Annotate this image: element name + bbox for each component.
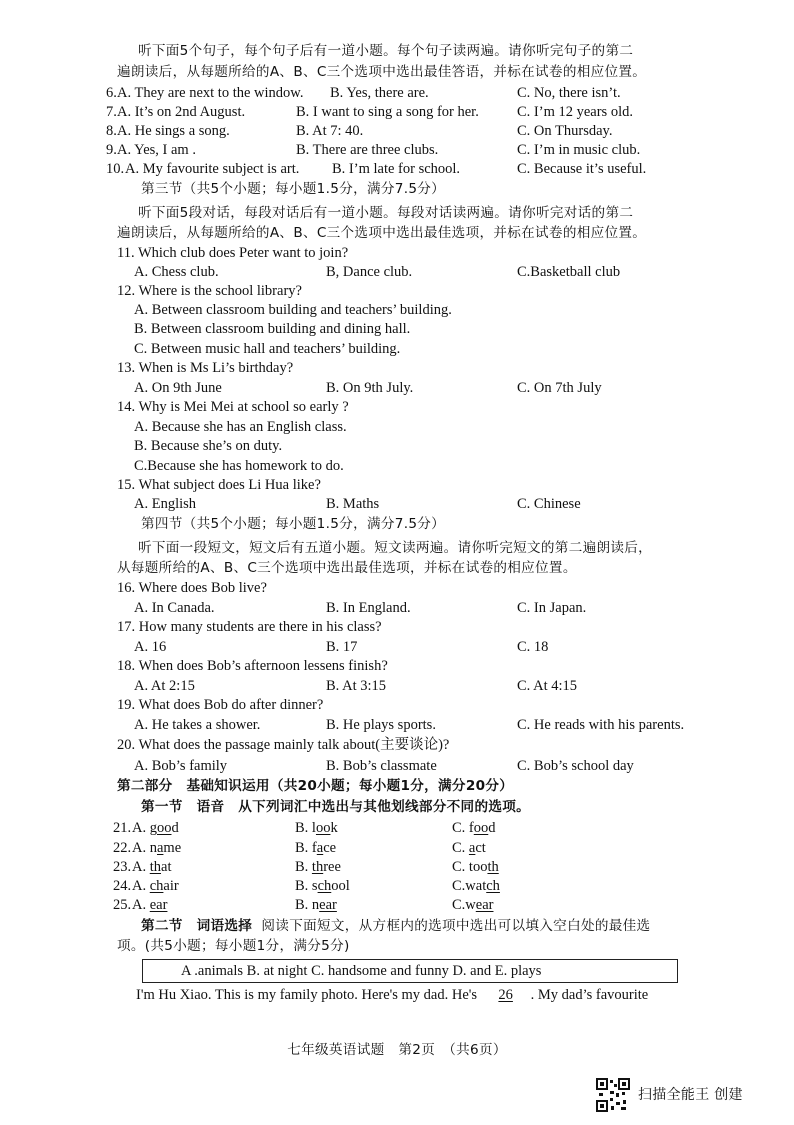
underlined-letters: ear — [149, 897, 168, 913]
phonics-item-number: 22. — [113, 840, 132, 856]
question-17-b: B. 17 — [326, 639, 358, 655]
word-part: B. — [295, 859, 312, 875]
scanner-brand-label: 扫描全能王 创建 — [638, 1087, 743, 1103]
question-20-b: B. Bob’s classmate — [326, 758, 437, 774]
question-10-b: B. I’m late for school. — [332, 161, 461, 177]
question-19-a: A. He takes a shower. — [134, 717, 261, 733]
word-part: B. — [295, 820, 312, 836]
word-part: ool — [331, 878, 350, 894]
word-part: A. — [132, 859, 150, 875]
question-12-a: A. Between classroom building and teachers’ building. — [134, 302, 452, 318]
section2-instruction-line2: 遍朗读后，从每题所给的A、B、C三个选项中选出最佳答语，并标在试卷的相应位置。 — [117, 64, 647, 80]
question-14-a: A. Because she has an English class. — [134, 419, 347, 435]
word-options-box — [142, 959, 678, 983]
part2-section2-instruction-line2: 项。(共5小题；每小题1分，满分5分) — [117, 938, 350, 954]
question-15-a: A. English — [134, 496, 197, 512]
question-13-b: B. On 9th July. — [326, 380, 414, 396]
underlined-letters: oo — [315, 820, 331, 836]
word-part: A. — [132, 840, 150, 856]
question-6-b: B. Yes, there are. — [330, 85, 429, 101]
phonics-option-b — [295, 839, 336, 858]
phonics-item-number: 25. — [113, 897, 132, 913]
word-part: f — [468, 820, 474, 836]
section4-instruction-line2: 从每题所给的A、B、C三个选项中选出最佳选项，并标在试卷的相应位置。 — [117, 560, 577, 576]
qr-code-icon — [596, 1078, 630, 1112]
section4-title: 第四节（共5个小题；每小题1.5分，满分7.5分） — [141, 516, 446, 532]
question-11-stem: 11. Which club does Peter want to join? — [117, 245, 349, 261]
underlined-letters: oo — [473, 820, 489, 836]
word-part: d — [171, 820, 179, 836]
question-9-a: A. Yes, I am . — [117, 142, 196, 158]
question-18-stem: 18. When does Bob’s afternoon lessens finish? — [117, 658, 388, 674]
phonics-item-number: 21. — [113, 820, 132, 836]
question-15-c: C. Chinese — [517, 496, 581, 512]
section3-title: 第三节（共5个小题；每小题1.5分，满分7.5分） — [141, 181, 446, 197]
question-19-b: B. He plays sports. — [326, 717, 436, 733]
part2-section2-title: 第二节 词语选择 — [141, 918, 253, 934]
word-part: A. — [132, 878, 150, 894]
phonics-option-b — [295, 858, 341, 877]
question-9-num: 9. — [106, 142, 117, 158]
underlined-letters: th — [487, 859, 499, 875]
underlined-letters: ch — [149, 878, 164, 894]
word-part: k — [330, 820, 338, 836]
phonics-item-number: 24. — [113, 878, 132, 894]
question-9-b: B. There are three clubs. — [296, 142, 439, 158]
question-12-b: B. Between classroom building and dining hall. — [134, 321, 411, 337]
underlined-letters: a — [468, 840, 476, 856]
passage-end: . My dad’s favourite — [530, 987, 649, 1003]
question-12-stem: 12. Where is the school library? — [117, 283, 302, 299]
section4-instruction-line1: 听下面一段短文，短文后有五道小题。短文读两遍。请你听完短文的第二遍朗读后， — [138, 540, 653, 556]
question-18-c: C. At 4:15 — [517, 678, 578, 694]
question-16-c: C. In Japan. — [517, 600, 587, 616]
question-13-stem: 13. When is Ms Li’s birthday? — [117, 360, 294, 376]
question-14-stem: 14. Why is Mei Mei at school so early ? — [117, 399, 349, 415]
question-20-a: A. Bob’s family — [134, 758, 228, 774]
phonics-option-c — [452, 896, 493, 915]
question-14-c: C.Because she has homework to do. — [134, 458, 344, 474]
question-9-c: C. I’m in music club. — [517, 142, 641, 158]
question-8-c: C. On Thursday. — [517, 123, 613, 139]
phonics-option-b — [295, 896, 337, 915]
question-7-a: A. It’s on 2nd August. — [117, 104, 246, 120]
part2-title: 第二部分 基础知识运用（共20小题；每小题1分，满分20分） — [117, 778, 514, 794]
question-17-a: A. 16 — [134, 639, 167, 655]
word-part: C. — [452, 878, 466, 894]
question-13-c: C. On 7th July — [517, 380, 602, 396]
question-17-c: C. 18 — [517, 639, 549, 655]
phonics-option-c — [452, 858, 499, 877]
phonics-option-c — [452, 819, 496, 838]
word-part: A. — [132, 820, 150, 836]
question-7-b: B. I want to sing a song for her. — [296, 104, 479, 120]
phonics-option-b — [295, 877, 350, 896]
question-11-b: B, Dance club. — [326, 264, 413, 280]
underlined-letters: a — [316, 840, 324, 856]
word-part: at — [161, 859, 172, 875]
word-part: C. — [452, 840, 469, 856]
question-15-b: B. Maths — [326, 496, 380, 512]
passage-line — [136, 986, 648, 1005]
part2-section2-instruction-line1: 阅读下面短文，从方框内的选项中选出可以填入空白处的最佳选 — [261, 918, 651, 934]
word-part: d — [488, 820, 496, 836]
word-part: s — [311, 878, 318, 894]
question-20-stem: 20. What does the passage mainly talk about(主要谈论)? — [117, 737, 450, 753]
word-part: ce — [323, 840, 337, 856]
word-part: A. — [132, 897, 150, 913]
underlined-letters: ear — [319, 897, 337, 913]
question-8-b: B. At 7: 40. — [296, 123, 364, 139]
question-7-num: 7. — [106, 104, 117, 120]
part2-section1-title: 第一节 语音 从下列词汇中选出与其他划线部分不同的选项。 — [141, 799, 531, 815]
passage-start: I'm Hu Xiao. This is my family photo. Here's my dad. He's — [136, 987, 481, 1003]
part2-section2-instruction — [141, 917, 650, 936]
question-7-c: C. I’m 12 years old. — [517, 104, 633, 120]
word-part: ct — [475, 840, 486, 856]
word-part: me — [163, 840, 182, 856]
word-options: A .animals B. at night C. handsome and funny D. and E. plays — [181, 963, 542, 979]
word-part: n — [311, 897, 320, 913]
question-20-c: C. Bob’s school day — [517, 758, 634, 774]
word-part: f — [311, 840, 317, 856]
question-17-stem: 17. How many students are there in his class? — [117, 619, 382, 635]
question-16-b: B. In England. — [326, 600, 411, 616]
word-part: air — [163, 878, 179, 894]
phonics-option-a — [132, 839, 181, 858]
question-6-c: C. No, there isn’t. — [517, 85, 621, 101]
question-13-a: A. On 9th June — [134, 380, 222, 396]
phonics-option-a — [132, 877, 179, 896]
underlined-letters: oo — [156, 820, 172, 836]
question-8-num: 8. — [106, 123, 117, 139]
section3-instruction-line1: 听下面5段对话，每段对话后有一道小题。每段对话读两遍。请你听完对话的第二 — [138, 205, 634, 221]
question-16-stem: 16. Where does Bob live? — [117, 580, 267, 596]
phonics-option-c — [452, 877, 500, 896]
phonics-option-a — [132, 896, 167, 915]
page-footer: 七年级英语试题 第2页 （共6页） — [287, 1042, 507, 1058]
question-8-a: A. He sings a song. — [117, 123, 230, 139]
word-part: C. — [452, 859, 469, 875]
question-14-b: B. Because she’s on duty. — [134, 438, 283, 454]
question-16-a: A. In Canada. — [134, 600, 215, 616]
question-10-a: A. My favourite subject is art. — [125, 161, 300, 177]
underlined-letters: th — [149, 859, 162, 875]
phonics-option-a — [132, 858, 171, 877]
underlined-letters: th — [311, 859, 324, 875]
question-18-b: B. At 3:15 — [326, 678, 387, 694]
question-11-c: C.Basketball club — [517, 264, 621, 280]
question-15-stem: 15. What subject does Li Hua like? — [117, 477, 321, 493]
phonics-item-number: 23. — [113, 859, 132, 875]
question-19-stem: 19. What does Bob do after dinner? — [117, 697, 324, 713]
phonics-option-a — [132, 819, 179, 838]
question-19-c: C. He reads with his parents. — [517, 717, 685, 733]
question-10-num: 10. — [106, 161, 125, 177]
section3-instruction-line2: 遍朗读后，从每题所给的A、B、C三个选项中选出最佳选项，并标在试卷的相应位置。 — [117, 225, 647, 241]
word-part: ree — [323, 859, 341, 875]
word-part: too — [468, 859, 488, 875]
word-part: l — [311, 820, 316, 836]
blank-26[interactable]: 26 — [498, 987, 513, 1003]
question-11-a: A. Chess club. — [134, 264, 219, 280]
word-part: g — [149, 820, 157, 836]
word-part: C. — [452, 897, 466, 913]
word-part: n — [149, 840, 157, 856]
word-part: C. — [452, 820, 469, 836]
word-part: wat — [465, 878, 487, 894]
underlined-letters: a — [156, 840, 164, 856]
question-10-c: C. Because it’s useful. — [517, 161, 647, 177]
question-6-a: A. They are next to the window. — [117, 85, 304, 101]
underlined-letters: ch — [317, 878, 332, 894]
word-part: w — [465, 897, 476, 913]
underlined-letters: ch — [486, 878, 500, 894]
phonics-option-c — [452, 839, 486, 858]
word-part: B. — [295, 897, 312, 913]
section2-instruction-line1: 听下面5个句子，每个句子后有一道小题。每个句子读两遍。请你听完句子的第二 — [138, 43, 634, 59]
phonics-option-b — [295, 819, 338, 838]
word-part: B. — [295, 840, 312, 856]
word-part: B. — [295, 878, 312, 894]
question-12-c: C. Between music hall and teachers’ building. — [134, 341, 401, 357]
underlined-letters: ear — [475, 897, 494, 913]
question-6-num: 6. — [106, 85, 117, 101]
question-18-a: A. At 2:15 — [134, 678, 195, 694]
